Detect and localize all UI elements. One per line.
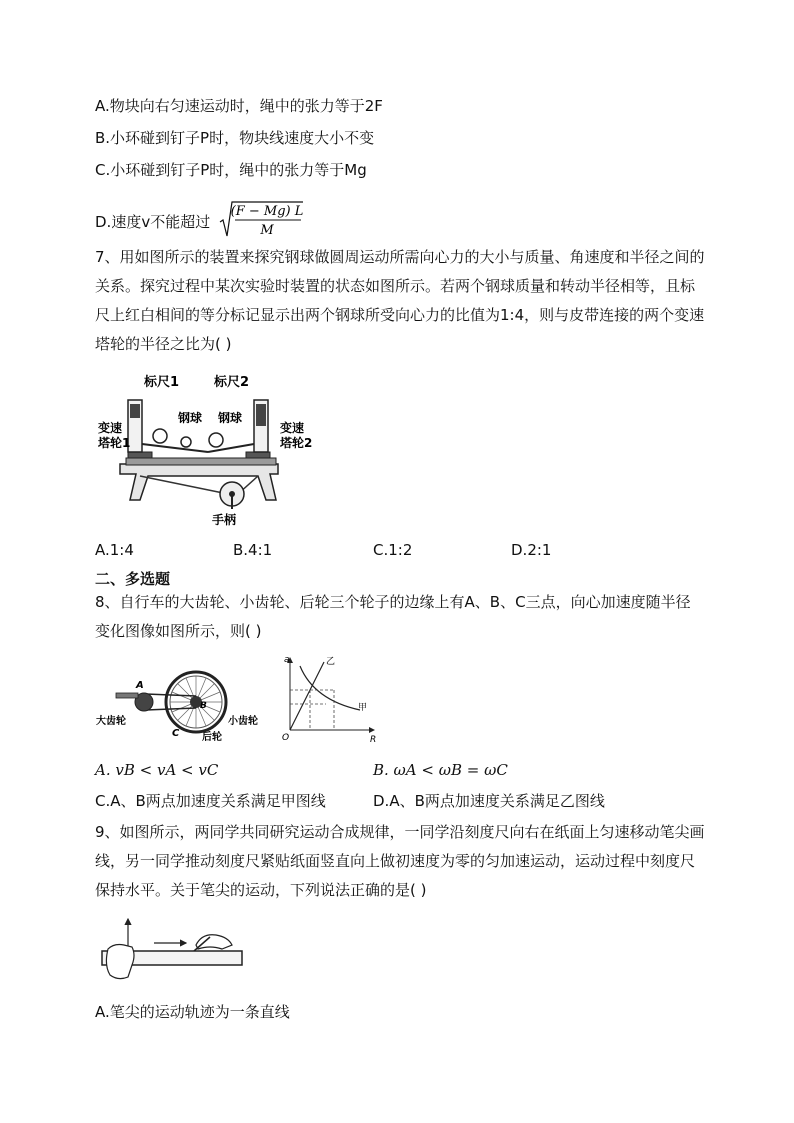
q8-option-a: A. vB < vA < vC <box>95 761 219 779</box>
wheel2-label-bottom: 塔轮2 <box>280 436 313 450</box>
section-title: 二、多选题 <box>95 570 171 588</box>
ball1-label: 钢球 <box>178 411 203 425</box>
ruler1-label: 标尺1 <box>144 375 180 390</box>
centripetal-apparatus-figure <box>98 372 313 532</box>
graph-jia-label: 甲 <box>358 703 368 713</box>
wheel2-label-top: 变速 <box>280 421 305 435</box>
sqrt-expression <box>219 200 303 245</box>
q9-option-a: A.笔尖的运动轨迹为一条直线 <box>95 1003 290 1021</box>
q8-option-d: D.A、B两点加速度关系满足乙图线 <box>373 792 605 810</box>
q7-option-b: B.4:1 <box>233 541 273 559</box>
graph-x-label: R <box>370 735 377 745</box>
q7-stem: 7、用如图所示的装置来探究钢球做圆周运动所需向心力的大小与质量、角速度和半径之间的关系。探究过程中某次实验时装置的状态如图所示。若两个钢球质量和转动半径相等，且标尺上红白相间的等分标记显示出两个钢球所受向心力的比值为1:4，则与皮带连接的两个变速塔轮的半径之比为( ) <box>95 248 705 353</box>
sqrt-denominator: M <box>260 223 274 238</box>
q7-option-d: D.2:1 <box>511 541 552 559</box>
q8-option-b: B. ωA < ωB = ωC <box>373 761 508 779</box>
point-b-label: B <box>200 701 207 711</box>
wheel1-label-bottom: 塔轮1 <box>98 436 131 450</box>
big-gear-label: 大齿轮 <box>96 716 126 727</box>
q6-option-a: A.物块向右匀速运动时，绳中的张力等于2F <box>95 97 383 115</box>
handle-label: 手柄 <box>212 513 237 527</box>
ruler2-label: 标尺2 <box>214 375 250 390</box>
point-a-label: A <box>136 680 144 691</box>
acceleration-radius-graph <box>280 652 380 744</box>
small-gear-label: 小齿轮 <box>228 716 258 727</box>
graph-yi-label: 乙 <box>326 657 336 667</box>
q9-stem: 9、如图所示，两同学共同研究运动合成规律，一同学沿刻度尺向右在纸面上匀速移动笔尖画线，另一同学推动刻度尺紧贴纸面竖直向上做初速度为零的匀加速运动，运动过程中刻度尺保持水平。关于笔尖的运动，下列说法正确的是( ) <box>95 823 705 899</box>
q6-option-c: C.小环碰到钉子P时，绳中的张力等于Mg <box>95 161 367 179</box>
q7-option-c: C.1:2 <box>373 541 413 559</box>
point-c-label: C <box>172 728 180 739</box>
wheel1-label-top: 变速 <box>98 421 123 435</box>
q6-option-b: B.小环碰到钉子P时，物块线速度大小不变 <box>95 129 375 147</box>
q7-option-a: A.1:4 <box>95 541 134 559</box>
rear-wheel-label: 后轮 <box>202 732 222 743</box>
q8-option-c: C.A、B两点加速度关系满足甲图线 <box>95 792 326 810</box>
q6-option-d-text: D.速度v不能超过 <box>95 213 211 231</box>
ball2-label: 钢球 <box>218 411 243 425</box>
graph-y-label: a <box>284 655 290 665</box>
q8-stem: 8、自行车的大齿轮、小齿轮、后轮三个轮子的边缘上有A、B、C三点，向心加速度随半径变化图像如图所示，则( ) <box>95 593 691 640</box>
bicycle-figure <box>96 664 258 744</box>
q6-option-d <box>95 200 303 245</box>
sqrt-numerator: (F − Mg) L <box>230 204 304 219</box>
ruler-pen-figure <box>98 915 246 987</box>
graph-origin-label: O <box>282 733 290 743</box>
